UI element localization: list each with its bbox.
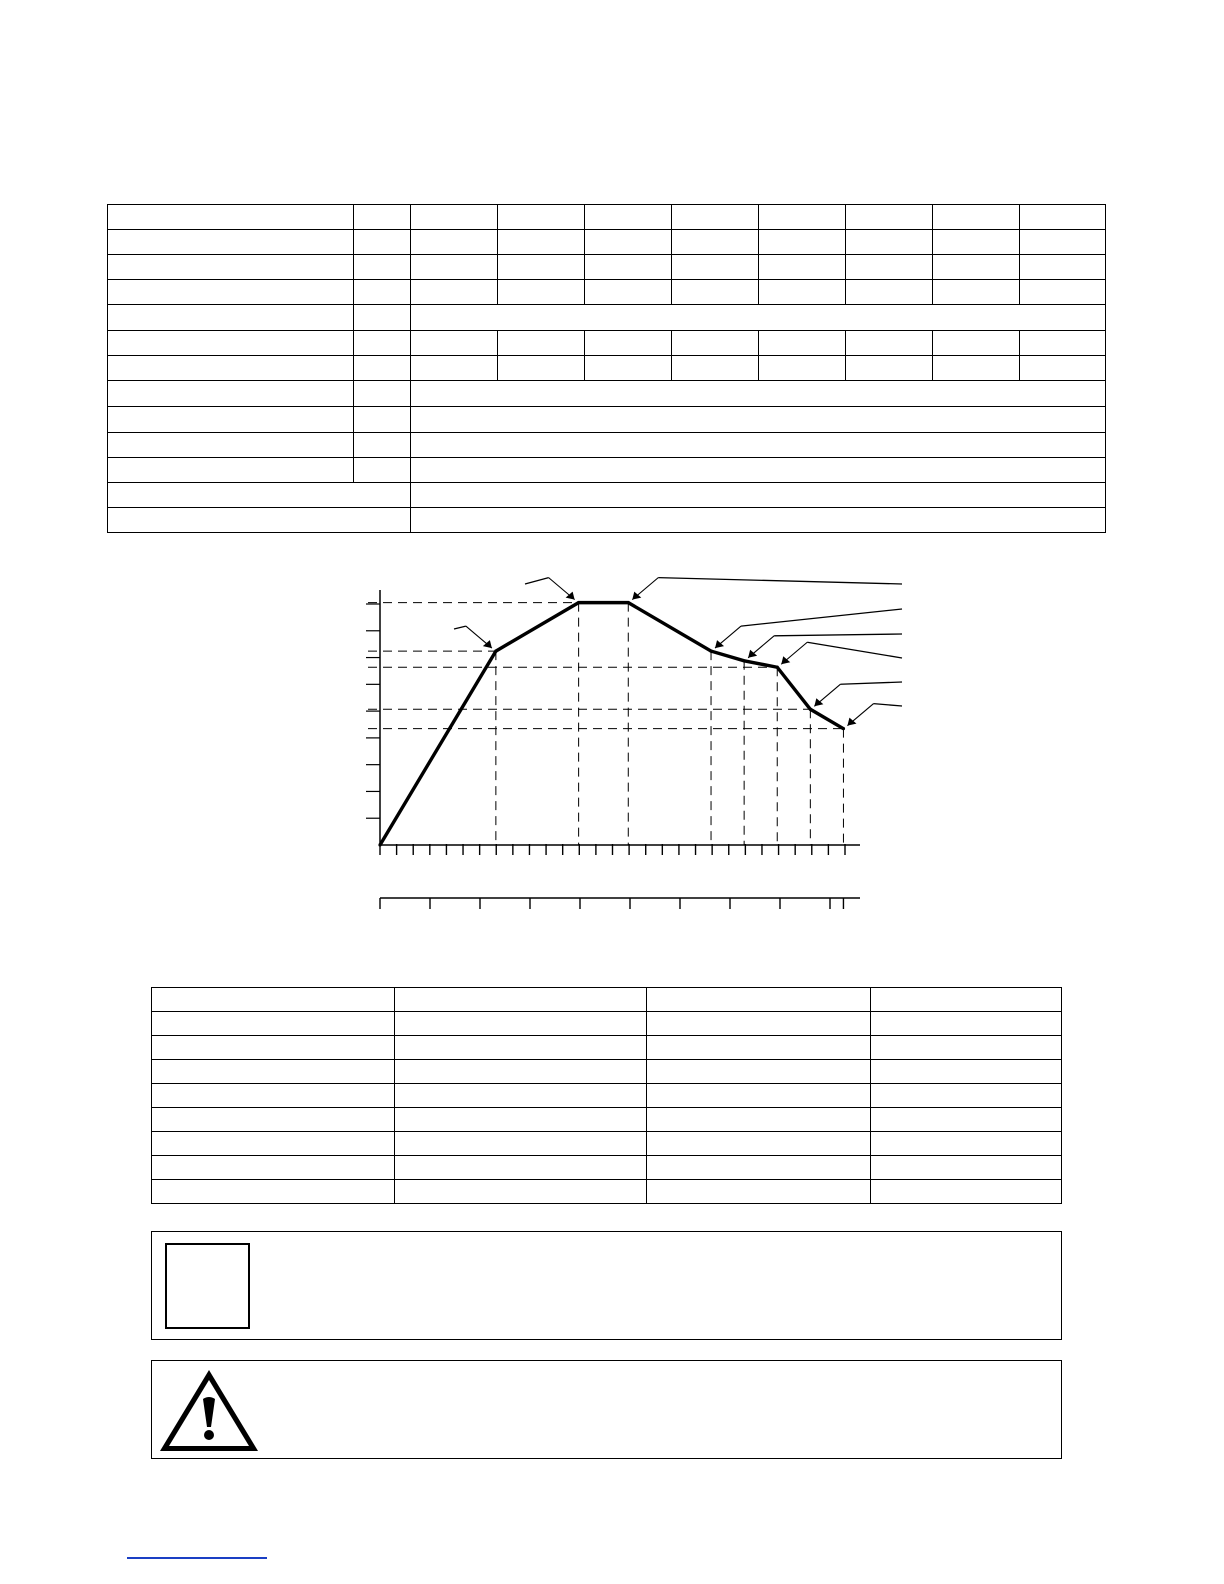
spec-row-wide [108, 508, 1106, 533]
specifications-table [107, 204, 1106, 533]
spec-row-merged [108, 433, 1106, 458]
leader-line [807, 642, 902, 658]
profile-point [842, 727, 845, 730]
table-row [152, 1036, 1062, 1060]
leader-line [454, 626, 466, 629]
table-row [152, 1108, 1062, 1132]
warning-triangle-icon [159, 1367, 265, 1453]
warning-box [151, 1360, 1062, 1459]
profile-point [577, 601, 580, 604]
profile-point [809, 708, 812, 711]
spec-row-merged [108, 458, 1106, 483]
spec-row [108, 205, 1106, 230]
table-row [152, 1012, 1062, 1036]
profile-series-line [380, 603, 843, 845]
leader-line [873, 704, 902, 706]
spec-row [108, 356, 1106, 381]
chart-lower-scale [380, 898, 860, 909]
chart-callout-leaders [454, 578, 902, 726]
spec-row [108, 255, 1106, 280]
profile-point [743, 659, 746, 662]
spec-row-wide [108, 483, 1106, 508]
table-row [152, 1156, 1062, 1180]
spec-row [108, 280, 1106, 305]
spec-row [108, 230, 1106, 255]
profile-point [627, 601, 630, 604]
leader-line [741, 609, 902, 626]
spec-row-merged [108, 407, 1106, 433]
leader-line [840, 682, 902, 684]
leader-line [774, 634, 902, 636]
table-row [152, 1180, 1062, 1204]
spec-row [108, 331, 1106, 356]
spec-row-merged [108, 381, 1106, 407]
note-icon [165, 1243, 250, 1329]
profile-chart [330, 574, 910, 914]
table-row [152, 1132, 1062, 1156]
table-row [152, 1060, 1062, 1084]
table-row [152, 1084, 1062, 1108]
chart-guide-lines [368, 603, 843, 845]
profile-point [709, 649, 712, 652]
note-box [151, 1231, 1062, 1340]
leader-line [525, 578, 549, 584]
profile-point [378, 843, 381, 846]
chart-series [378, 601, 845, 847]
profile-point [494, 649, 497, 652]
leader-line [658, 578, 902, 584]
reference-table [151, 987, 1062, 1204]
spec-row-merged [108, 305, 1106, 331]
table-row [152, 988, 1062, 1012]
footer-link-underline[interactable] [127, 1557, 267, 1559]
chart-axes [366, 590, 860, 855]
profile-point [776, 666, 779, 669]
